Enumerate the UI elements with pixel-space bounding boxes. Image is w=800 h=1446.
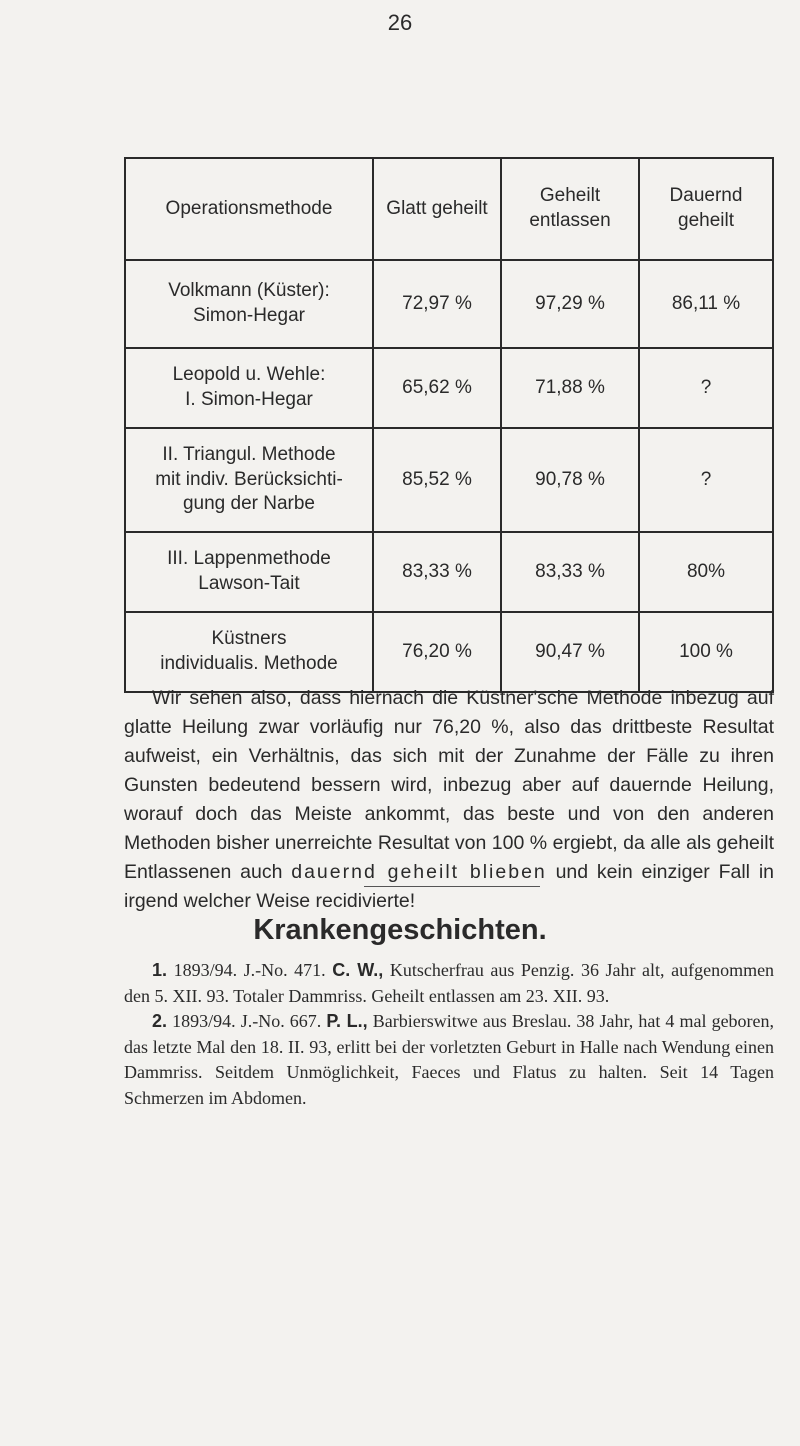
method-line: Lawson-Tait (198, 573, 300, 594)
table-row (125, 532, 773, 612)
method-line: Simon-Hegar (193, 305, 305, 326)
header-dauernd: Dauernd geheilt (639, 158, 773, 260)
body-paragraph (124, 684, 774, 916)
paragraph-text: und kein einziger Fall in irgend welcher Weise recidivierte! (124, 861, 774, 912)
case-patient: C. W., (332, 960, 384, 980)
section-title: Krankengeschichten. (253, 914, 547, 946)
entlassen-cell: 97,29 % (501, 260, 639, 348)
case-number: 1. (152, 960, 168, 980)
method-line: mit indiv. Berücksichti- (155, 468, 343, 490)
method-cell (125, 428, 373, 532)
entlassen-cell: 71,88 % (501, 348, 639, 428)
entlassen-cell: 83,33 % (501, 532, 639, 612)
method-line: gung der Narbe (182, 493, 316, 515)
method-line: III. Lappenmethode (167, 548, 331, 570)
case-entry (124, 958, 774, 1009)
table-row (125, 612, 773, 692)
case-text: 1893/94. J.-No. 667. (172, 1011, 322, 1031)
paragraph-emphasis: dauernd geheilt blieben (291, 861, 547, 883)
header-glatt: Glatt geheilt (373, 158, 501, 260)
glatt-cell: 72,97 % (373, 260, 501, 348)
glatt-cell: 76,20 % (373, 612, 501, 692)
method-cell (125, 612, 373, 692)
method-cell (125, 532, 373, 612)
case-text: Kutscherfrau aus Penzig. 36 Jahr alt, aufgenommen den 5. XII. 93. Totaler Dammriss. Geheilt entlassen am 23. XII. 93. (124, 960, 775, 1006)
case-patient: P. L., (326, 1011, 368, 1031)
paragraph-text: Wir sehen also, dass hiernach die Küstner'sche Methode inbezug auf glatte Heilung zwar vorläufig nur 76,20 %, also das drittbeste Resultat aufweist, ein Verhältnis, das sich mit der Zunahme der Fälle zu ihren Gunsten bedeutend bessern wird, inbezug aber auf dauernde Heilung, worauf doch das Meiste ankommt, das beste und von den anderen Methoden bisher unerreichte Resultat von 100 % ergiebt, da alle als geheilt Entlassenen auch (124, 687, 774, 883)
method-line: Volkmann (Küster): (168, 280, 330, 302)
header-method: Operationsmethode (125, 158, 373, 260)
case-text: Barbierswitwe aus Breslau. 38 Jahr, hat 4 mal geboren, das letzte Mal den 18. II. 93, erlitt bei der vorletzten Geburt in Halle nach Wendung einen Dammriss. Seitdem Unmöglichkeit, Faeces und Flatus zu halten. Seit 14 Tagen Schmerzen im Abdomen. (124, 1011, 775, 1108)
entlassen-cell: 90,78 % (501, 428, 639, 532)
dauernd-cell: 86,11 % (639, 260, 773, 348)
dauernd-cell: ? (639, 428, 773, 532)
method-line: individualis. Methode (160, 653, 338, 674)
glatt-cell: 65,62 % (373, 348, 501, 428)
glatt-cell: 83,33 % (373, 532, 501, 612)
method-cell (125, 260, 373, 348)
table-row (125, 260, 773, 348)
dauernd-cell: ? (639, 348, 773, 428)
method-line: Leopold u. Wehle: (172, 364, 326, 386)
entlassen-cell: 90,47 % (501, 612, 639, 692)
results-table (124, 157, 774, 693)
method-cell (125, 348, 373, 428)
divider (364, 886, 540, 887)
dauernd-cell: 80% (639, 532, 773, 612)
case-entry (124, 1009, 774, 1111)
dauernd-cell: 100 % (639, 612, 773, 692)
table-row (125, 348, 773, 428)
method-line: I. Simon-Hegar (185, 389, 313, 410)
case-text: 1893/94. J.-No. 471. (173, 960, 326, 980)
page-number: 26 (387, 10, 413, 35)
case-list (124, 958, 774, 1111)
table-row (125, 428, 773, 532)
method-line: II. Triangul. Methode (162, 443, 336, 465)
glatt-cell: 85,52 % (373, 428, 501, 532)
header-entlassen: Geheilt entlassen (501, 158, 639, 260)
method-line: Küstners (211, 628, 287, 650)
case-number: 2. (152, 1011, 168, 1031)
table-header-row (125, 158, 773, 260)
